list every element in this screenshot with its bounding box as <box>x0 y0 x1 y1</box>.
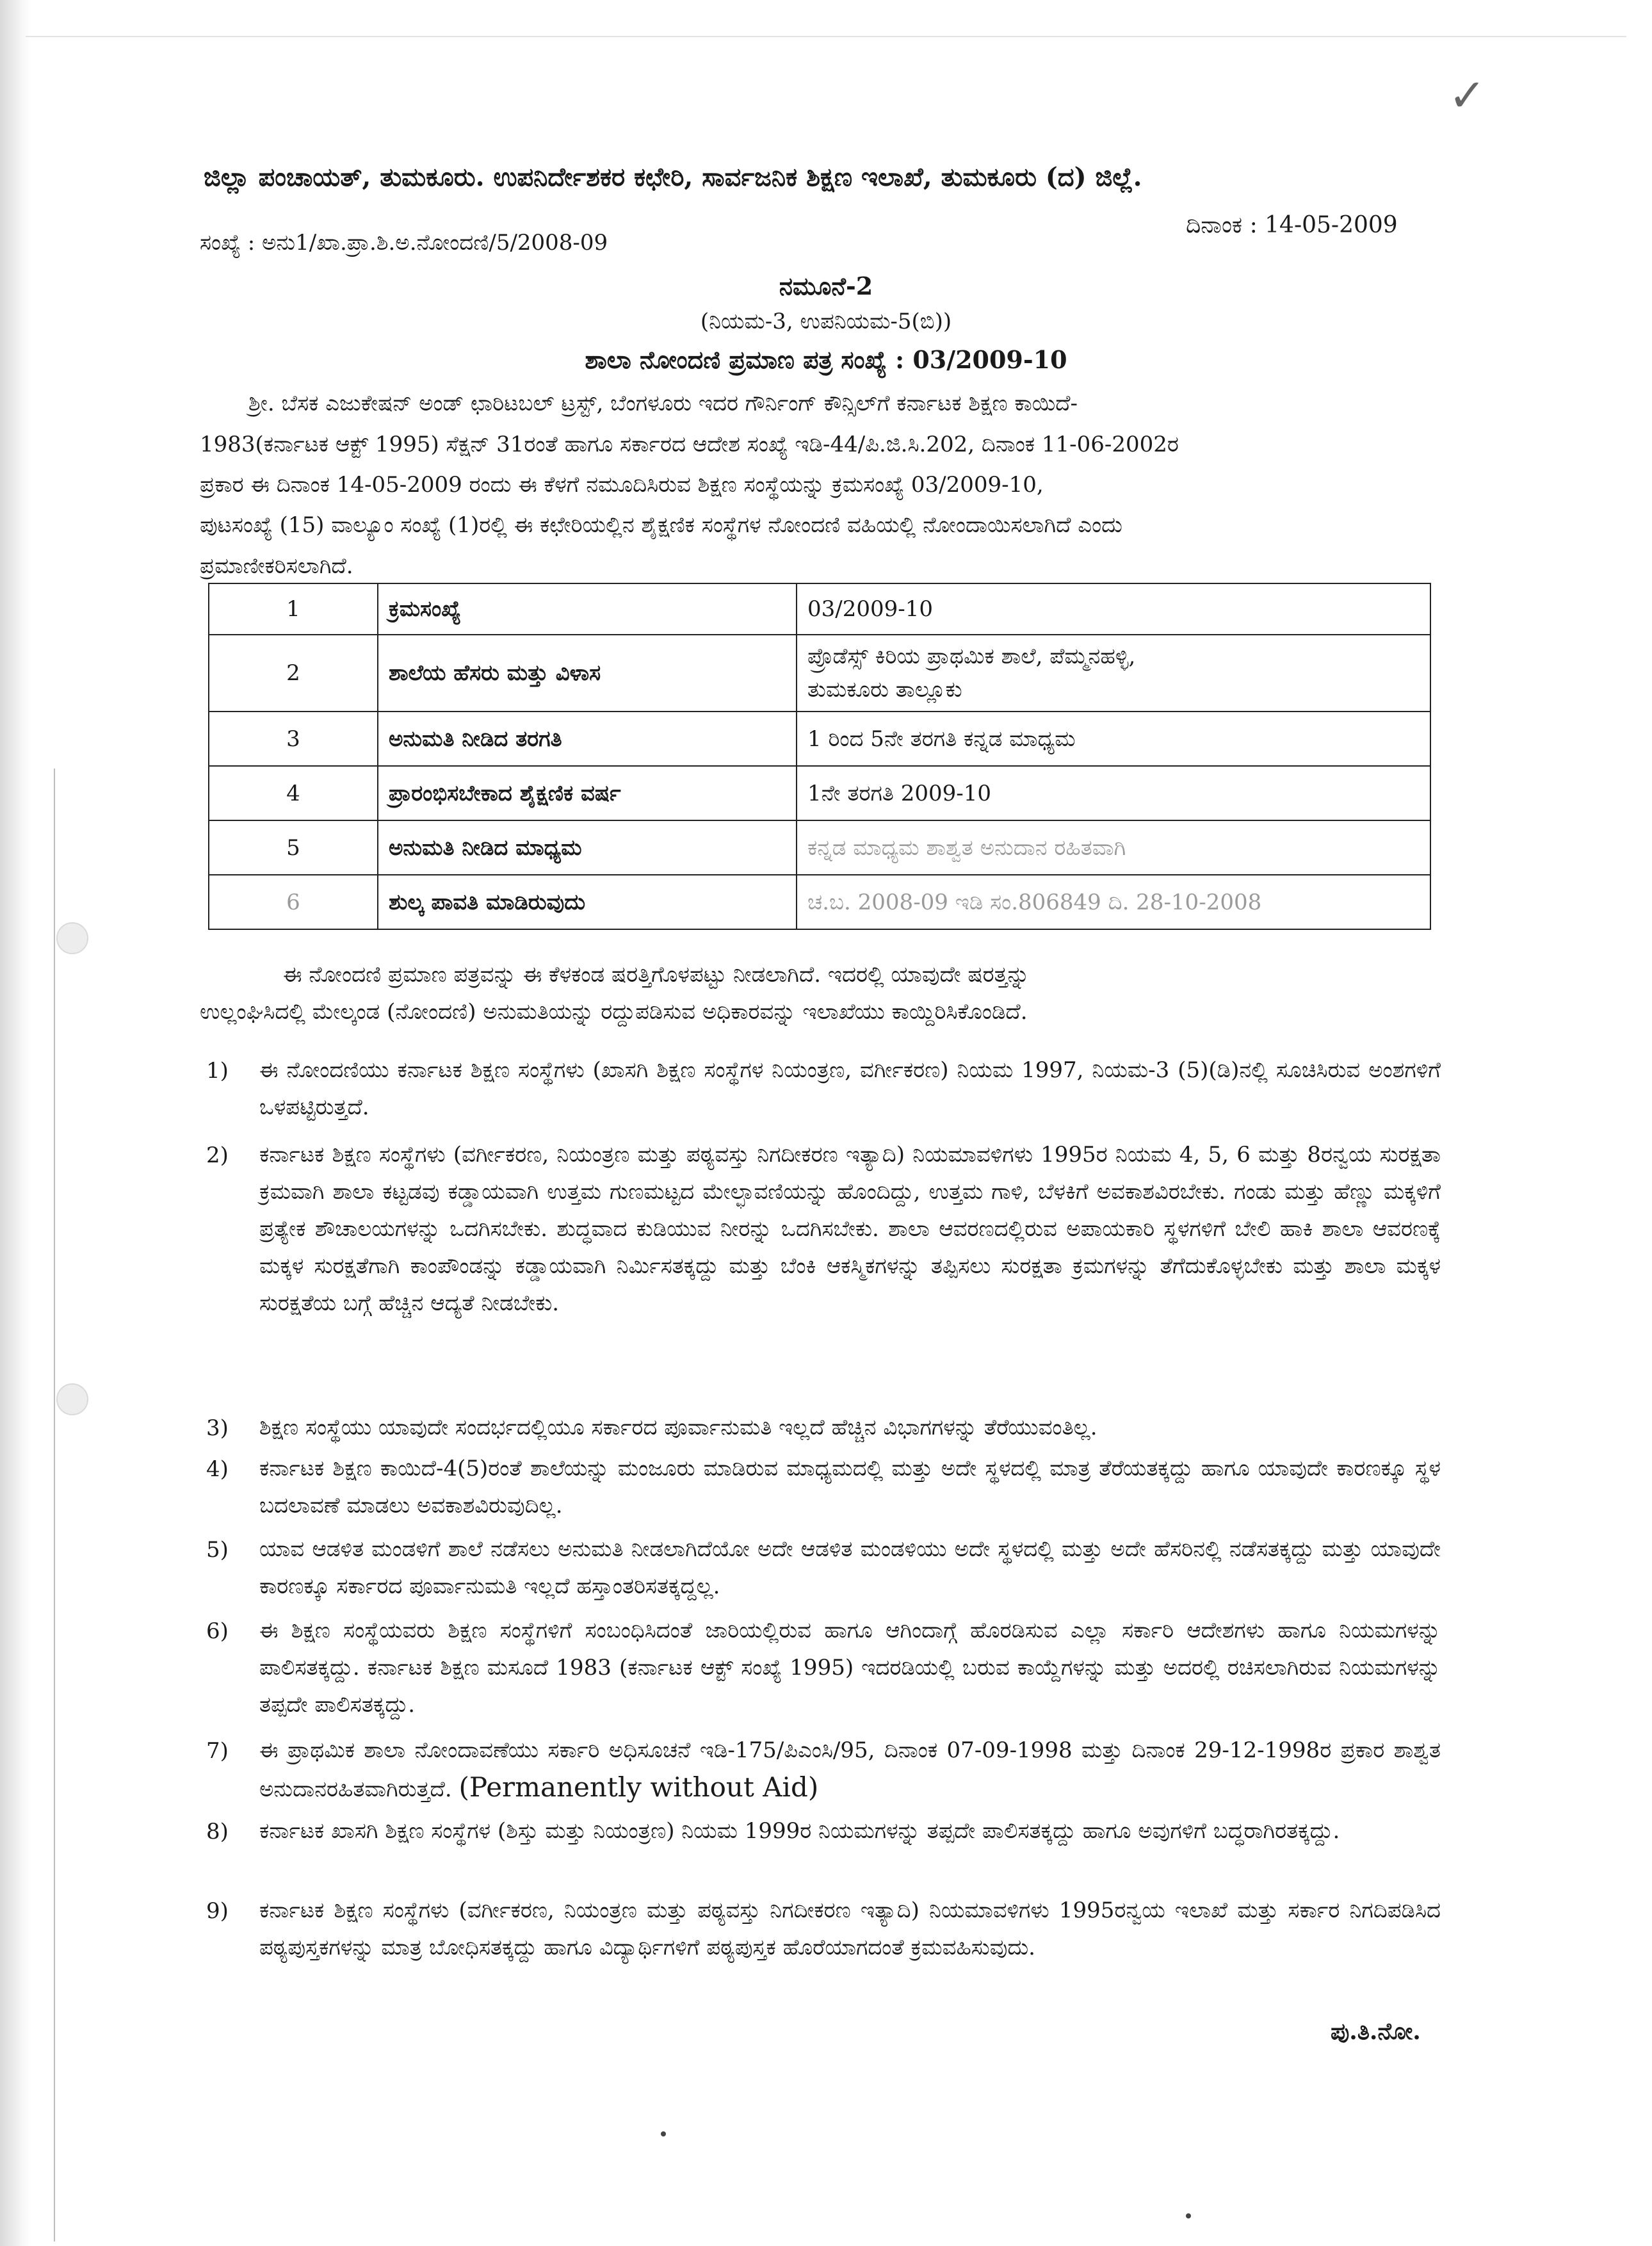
condition-text: ಶಿಕ್ಷಣ ಸಂಸ್ಥೆಯು ಯಾವುದೇ ಸಂದರ್ಭದಲ್ಲಿಯೂ ಸರ್ಕಾರದ ಪೂರ್ವಾನುಮತಿ ಇಲ್ಲದೆ ಹೆಚ್ಚಿನ ವಿಭಾಗಗಳನ್ನು ತೆರೆಯುವಂತಿಲ್ಲ. <box>259 1415 1097 1440</box>
intro-line: ಪ್ರಮಾಣೀಕರಿಸಲಾಗಿದೆ. <box>200 553 353 579</box>
condition-number: 7) <box>206 1738 229 1764</box>
office-header: ಜಿಲ್ಲಾ ಪಂಚಾಯತ್, ತುಮಕೂರು. ಉಪನಿರ್ದೇಶಕರ ಕಛೇರಿ, ಸಾರ್ವಜನಿಕ ಶಿಕ್ಷಣ ಇಲಾಖೆ, ತುಮಕೂರು (ದ) ಜಿಲ್ಲೆ. <box>204 162 1142 192</box>
scan-speck <box>1186 2213 1191 2218</box>
table-row <box>209 875 1430 929</box>
row-number: 2 <box>209 635 378 712</box>
condition-number: 3) <box>206 1415 229 1441</box>
table-row <box>209 712 1430 766</box>
school-address: ತುಮಕೂರು ತಾಲ್ಲೂಕು <box>807 677 962 703</box>
aid-status-english: (Permanently without Aid) <box>458 1771 819 1803</box>
punch-hole <box>56 922 88 954</box>
condition-text: ಕರ್ನಾಟಕ ಶಿಕ್ಷಣ ಸಂಸ್ಥೆಗಳು (ವರ್ಗೀಕರಣ, ನಿಯಂತ್ರಣ ಮತ್ತು ಪಠ್ಯವಸ್ತು ನಿಗದೀಕರಣ ಇತ್ಯಾದಿ) ನಿಯಮಾವಳಿಗಳು 1995ರ ನಿಯಮ 4, 5, 6 ಮತ್ತು 8ರನ್ವಯ ಸುರಕ್ಷತಾ ಕ್ರಮವಾಗಿ ಶಾಲಾ ಕಟ್ಟಡವು ಕಡ್ಡಾಯವಾಗಿ ಉತ್ತಮ ಗುಣಮಟ್ಟದ ಮೇಲ್ಛಾವಣಿಯನ್ನು ಹೊಂದಿದ್ದು, ಉತ್ತಮ ಗಾಳಿ, ಬೆಳಕಿಗೆ ಅವಕಾಶವಿರಬೇಕು. ಗಂಡು ಮತ್ತು ಹೆಣ್ಣು ಮಕ್ಕಳಿಗೆ ಪ್ರತ್ಯೇಕ ಶೌಚಾಲಯಗಳನ್ನು ಒದಗಿಸಬೇಕು. ಶುದ್ಧವಾದ ಕುಡಿಯುವ ನೀರನ್ನು ಒದಗಿಸಬೇಕು. ಶಾಲಾ ಆವರಣದಲ್ಲಿರುವ ಅಪಾಯಕಾರಿ ಸ್ಥಳಗಳಿಗೆ ಬೇಲಿ ಹಾಕಿ ಶಾಲಾ ಆವರಣಕ್ಕೆ ಮಕ್ಕಳ ಸುರಕ್ಷತೆಗಾಗಿ ಕಾಂಪೌಂಡನ್ನು ಕಡ್ಡಾಯವಾಗಿ ನಿರ್ಮಿಸತಕ್ಕದ್ದು ಮತ್ತು ಬೆಂಕಿ ಆಕಸ್ಮಿಕಗಳನ್ನು ತಪ್ಪಿಸಲು ಸುರಕ್ಷತಾ ಕ್ರಮಗಳನ್ನು ತೆಗೆದುಕೊಳ್ಳಬೇಕು ಮತ್ತು ಶಾಲಾ ಮಕ್ಕಳ ಸುರಕ್ಷತೆಯ ಬಗ್ಗೆ ಹೆಚ್ಚಿನ ಆದ್ಯತೆ ನೀಡಬೇಕು. <box>259 1142 1441 1316</box>
table-row <box>209 766 1430 820</box>
intro-line: ಪ್ರಕಾರ ಈ ದಿನಾಂಕ 14-05-2009 ರಂದು ಈ ಕೆಳಗೆ ನಮೂದಿಸಿರುವ ಶಿಕ್ಷಣ ಸಂಸ್ಥೆಯನ್ನು ಕ್ರಮಸಂಖ್ಯೆ 03/2009-10, <box>200 472 1044 498</box>
condition-number: 1) <box>206 1058 229 1084</box>
row-value: ಚ.ಬ. 2008-09 ಇಡಿ ಸಂ.806849 ದಿ. 28-10-2008 <box>797 875 1430 929</box>
row-number: 4 <box>209 766 378 820</box>
row-label: ಅನುಮತಿ ನೀಡಿದ ಮಾಧ್ಯಮ <box>378 820 797 875</box>
intro-line: ಶ್ರೀ. ಬೆಸಕ ಎಜುಕೇಷನ್ ಅಂಡ್ ಛಾರಿಟಬಲ್ ಟ್ರಸ್ಟ್, ಬೆಂಗಳೂರು ಇದರ ಗೌರ್ನಿಂಗ್ ಕೌನ್ಸಿಲ್‌ಗೆ ಕರ್ನಾಟಕ ಶಿಕ್ಷಣ ಕಾಯಿದೆ- <box>248 391 1078 416</box>
row-value: 1 ರಿಂದ 5ನೇ ತರಗತಿ ಕನ್ನಡ ಮಾಧ್ಯಮ <box>797 712 1430 766</box>
condition-text: ಈ ನೋಂದಣಿಯು ಕರ್ನಾಟಕ ಶಿಕ್ಷಣ ಸಂಸ್ಥೆಗಳು (ಖಾಸಗಿ ಶಿಕ್ಷಣ ಸಂಸ್ಥೆಗಳ ನಿಯಂತ್ರಣ, ವರ್ಗೀಕರಣ) ನಿಯಮ 1997, ನಿಯಮ-3 (5)(ಡಿ)ನಲ್ಲಿ ಸೂಚಿಸಿರುವ ಅಂಶಗಳಿಗೆ ಒಳಪಟ್ಟಿರುತ್ತದೆ. <box>259 1057 1441 1120</box>
row-value: ಕನ್ನಡ ಮಾಧ್ಯಮ ಶಾಶ್ವತ ಅನುದಾನ ರಹಿತವಾಗಿ <box>797 820 1430 875</box>
punch-hole <box>56 1383 88 1415</box>
registration-details-table <box>208 583 1431 930</box>
condition-text <box>259 1732 1441 1808</box>
row-label: ಶುಲ್ಕ ಪಾವತಿ ಮಾಡಿರುವುದು <box>378 875 797 929</box>
row-value <box>797 635 1430 712</box>
row-number: 6 <box>209 875 378 929</box>
preamble-line: ಉಲ್ಲಂಘಿಸಿದಲ್ಲಿ ಮೇಲ್ಕಂಡ (ನೋಂದಣಿ) ಅನುಮತಿಯನ್ನು ರದ್ದುಪಡಿಸುವ ಅಧಿಕಾರವನ್ನು ಇಲಾಖೆಯು ಕಾಯ್ದಿರಿಸಿಕೊಂಡಿದೆ. <box>200 999 1028 1025</box>
row-value: 1ನೇ ತರಗತಿ 2009-10 <box>797 766 1430 820</box>
condition-text: ಕರ್ನಾಟಕ ಖಾಸಗಿ ಶಿಕ್ಷಣ ಸಂಸ್ಥೆಗಳ (ಶಿಸ್ತು ಮತ್ತು ನಿಯಂತ್ರಣ) ನಿಯಮ 1999ರ ನಿಯಮಗಳನ್ನು ತಪ್ಪದೇ ಪಾಲಿಸತಕ್ಕದ್ದು ಹಾಗೂ ಅವುಗಳಿಗೆ ಬದ್ಧರಾಗಿರತಕ್ಕದ್ದು. <box>259 1818 1340 1844</box>
certificate-number: ಶಾಲಾ ನೋಂದಣಿ ಪ್ರಮಾಣ ಪತ್ರ ಸಂಖ್ಯೆ : 03/2009-10 <box>585 345 1067 374</box>
condition-kannada-text: ಈ ಪ್ರಾಥಮಿಕ ಶಾಲಾ ನೋಂದಾವಣೆಯು ಸರ್ಕಾರಿ ಅಧಿಸೂಚನೆ ಇಡಿ-175/ಪಿಎಂಸಿ/95, ದಿನಾಂಕ 07-09-1998 ಮತ್ತು ದಿನಾಂಕ 29-12-1998ರ ಪ್ರಕಾರ ಶಾಶ್ವತ ಅನುದಾನರಹಿತವಾಗಿರುತ್ತದೆ. <box>259 1737 1441 1802</box>
condition-text: ಯಾವ ಆಡಳಿತ ಮಂಡಳಿಗೆ ಶಾಲೆ ನಡೆಸಲು ಅನುಮತಿ ನೀಡಲಾಗಿದೆಯೋ ಅದೇ ಆಡಳಿತ ಮಂಡಳಿಯು ಅದೇ ಸ್ಥಳದಲ್ಲಿ ಮತ್ತು ಅದೇ ಹೆಸರಿನಲ್ಲಿ ನಡೆಸತಕ್ಕದ್ದು ಮತ್ತು ಯಾವುದೇ ಕಾರಣಕ್ಕೂ ಸರ್ಕಾರದ ಪೂರ್ವಾನುಮತಿ ಇಲ್ಲದೆ ಹಸ್ತಾಂತರಿಸತಕ್ಕದ್ದಲ್ಲ. <box>259 1536 1441 1599</box>
condition-number: 6) <box>206 1618 229 1644</box>
form-rule: (ನಿಯಮ-3, ಉಪನಿಯಮ-5(ಬಿ)) <box>700 309 952 334</box>
row-number: 3 <box>209 712 378 766</box>
table-row <box>209 583 1430 635</box>
preamble-line: ಈ ನೋಂದಣಿ ಪ್ರಮಾಣ ಪತ್ರವನ್ನು ಈ ಕೆಳಕಂಡ ಷರತ್ತಿಗೊಳಪಟ್ಟು ನೀಡಲಾಗಿದೆ. ಇದರಲ್ಲಿ ಯಾವುದೇ ಷರತ್ತನ್ನು <box>283 962 1030 988</box>
condition-text: ಈ ಶಿಕ್ಷಣ ಸಂಸ್ಥೆಯವರು ಶಿಕ್ಷಣ ಸಂಸ್ಥೆಗಳಿಗೆ ಸಂಬಂಧಿಸಿದಂತೆ ಜಾರಿಯಲ್ಲಿರುವ ಹಾಗೂ ಆಗಿಂದಾಗ್ಗೆ ಹೊರಡಿಸುವ ಎಲ್ಲಾ ಸರ್ಕಾರಿ ಆದೇಶಗಳು ಹಾಗೂ ನಿಯಮಗಳನ್ನು ಪಾಲಿಸತಕ್ಕದ್ದು. ಕರ್ನಾಟಕ ಶಿಕ್ಷಣ ಮಸೂದೆ 1983 (ಕರ್ನಾಟಕ ಆಕ್ಟ್ ಸಂಖ್ಯೆ 1995) ಇದರಡಿಯಲ್ಲಿ ಬರುವ ಕಾಯ್ದೆಗಳನ್ನು ಮತ್ತು ಅದರಲ್ಲಿ ರಚಿಸಲಾಗಿರುವ ನಿಯಮಗಳನ್ನು ತಪ್ಪದೇ ಪಾಲಿಸತಕ್ಕದ್ದು. <box>259 1618 1441 1718</box>
row-number: 1 <box>209 583 378 635</box>
condition-number: 4) <box>206 1456 229 1482</box>
condition-number: 2) <box>206 1143 229 1168</box>
row-label: ಪ್ರಾರಂಭಿಸಬೇಕಾದ ಶೈಕ್ಷಣಿಕ ವರ್ಷ <box>378 766 797 820</box>
intro-line: ಪುಟಸಂಖ್ಯೆ (15) ವಾಲ್ಯೂಂ ಸಂಖ್ಯೆ (1)ರಲ್ಲಿ ಈ ಕಛೇರಿಯಲ್ಲಿನ ಶೈಕ್ಷಣಿಕ ಸಂಸ್ಥೆಗಳ ನೋಂದಣಿ ವಹಿಯಲ್ಲಿ ನೋಂದಾಯಿಸಲಾಗಿದೆ ಎಂದು <box>200 512 1122 538</box>
row-number: 5 <box>209 820 378 875</box>
condition-text: ಕರ್ನಾಟಕ ಶಿಕ್ಷಣ ಕಾಯಿದೆ-4(5)ರಂತೆ ಶಾಲೆಯನ್ನು ಮಂಜೂರು ಮಾಡಿರುವ ಮಾಧ್ಯಮದಲ್ಲಿ ಮತ್ತು ಅದೇ ಸ್ಥಳದಲ್ಲಿ ಮಾತ್ರ ತೆರೆಯತಕ್ಕದ್ದು ಹಾಗೂ ಯಾವುದೇ ಕಾರಣಕ್ಕೂ ಸ್ಥಳ ಬದಲಾವಣೆ ಮಾಡಲು ಅವಕಾಶವಿರುವುದಿಲ್ಲ. <box>259 1456 1441 1518</box>
condition-number: 9) <box>206 1898 229 1924</box>
row-value: 03/2009-10 <box>797 583 1430 635</box>
scan-speck <box>661 2131 666 2136</box>
paper-fold-line <box>54 769 55 2242</box>
issue-date: ದಿನಾಂಕ : 14-05-2009 <box>1186 212 1398 238</box>
condition-number: 5) <box>206 1537 229 1563</box>
row-label: ಅನುಮತಿ ನೀಡಿದ ತರಗತಿ <box>378 712 797 766</box>
row-label: ಕ್ರಮಸಂಖ್ಯೆ <box>378 583 797 635</box>
condition-text: ಕರ್ನಾಟಕ ಶಿಕ್ಷಣ ಸಂಸ್ಥೆಗಳು (ವರ್ಗೀಕರಣ, ನಿಯಂತ್ರಣ ಮತ್ತು ಪಠ್ಯವಸ್ತು ನಿಗದೀಕರಣ ಇತ್ಯಾದಿ) ನಿಯಮಾವಳಿಗಳು 1995ರನ್ವಯ ಇಲಾಖೆ ಮತ್ತು ಸರ್ಕಾರ ನಿಗದಿಪಡಿಸಿದ ಪಠ್ಯಪುಸ್ತಕಗಳನ್ನು ಮಾತ್ರ ಬೋಧಿಸತಕ್ಕದ್ದು ಹಾಗೂ ವಿದ್ಯಾರ್ಥಿಗಳಿಗೆ ಪಠ್ಯಪುಸ್ತಕ ಹೊರೆಯಾಗದಂತೆ ಕ್ರಮವಹಿಸುವುದು. <box>259 1898 1441 1960</box>
please-turn-over: ಪು.ತಿ.ನೋ. <box>1331 2018 1421 2045</box>
intro-line: 1983(ಕರ್ನಾಟಕ ಆಕ್ಟ್ 1995) ಸೆಕ್ಷನ್ 31ರಂತೆ ಹಾಗೂ ಸರ್ಕಾರದ ಆದೇಶ ಸಂಖ್ಯೆ ಇಡಿ-44/ಪಿ.ಜಿ.ಸಿ.202, ದಿನಾಂಕ 11-06-2002ರ <box>200 432 1179 457</box>
row-label: ಶಾಲೆಯ ಹೆಸರು ಮತ್ತು ವಿಳಾಸ <box>378 635 797 712</box>
check-mark-icon: ✓ <box>1448 69 1486 122</box>
condition-number: 8) <box>206 1819 229 1844</box>
school-name: ಪ್ರೊಡೆಸ್ಸ್ ಕಿರಿಯ ಪ್ರಾಥಮಿಕ ಶಾಲೆ, ಪೆಮ್ಮನಹಳ್ಳಿ, <box>807 644 1136 669</box>
reference-number: ಸಂಖ್ಯೆ : ಅನು1/ಖಾ.ಪ್ರಾ.ಶಿ.ಅ.ನೋಂದಣಿ/5/2008-09 <box>200 230 608 256</box>
table-row <box>209 820 1430 875</box>
table-row <box>209 635 1430 712</box>
form-title: ನಮೂನೆ-2 <box>779 272 873 300</box>
